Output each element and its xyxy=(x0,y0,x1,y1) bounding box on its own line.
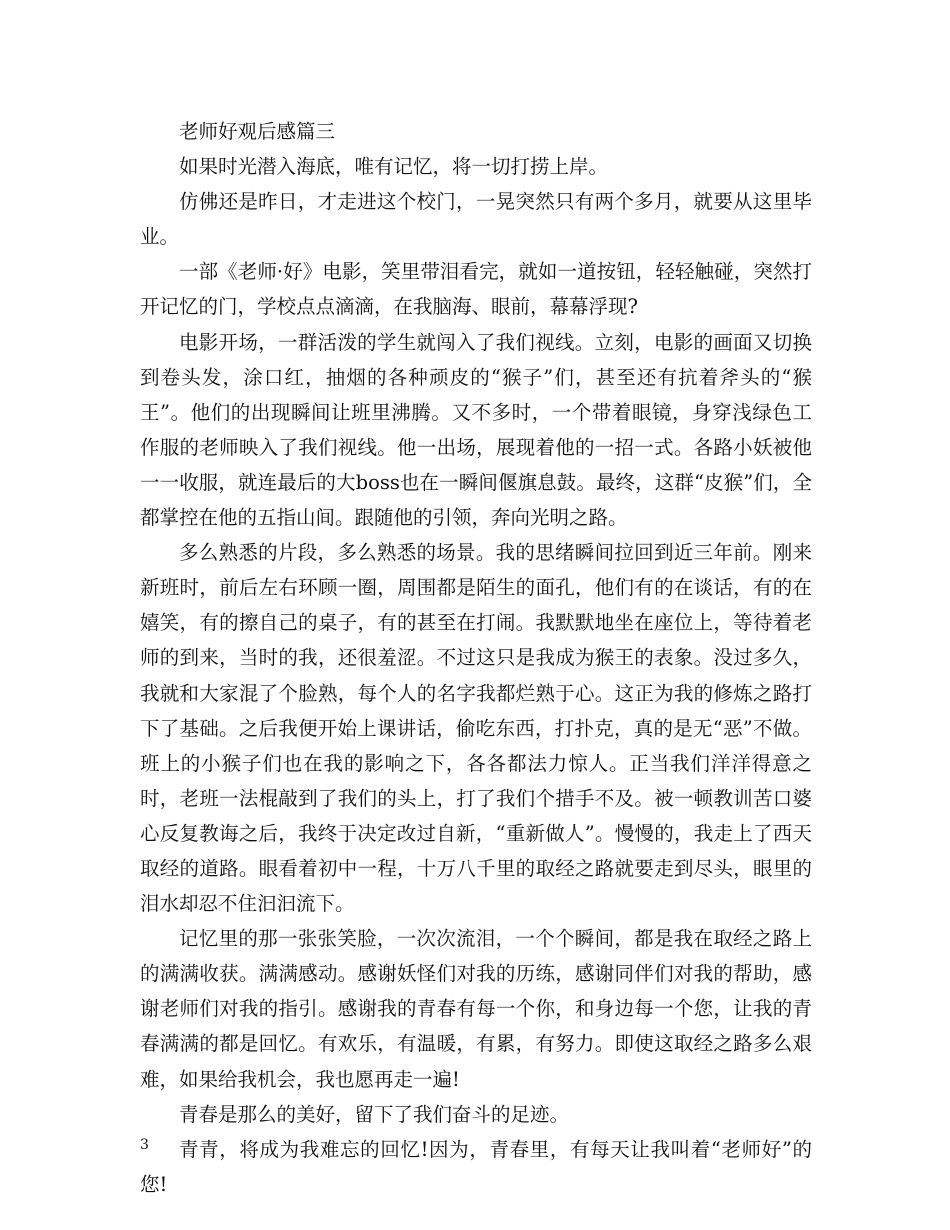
paragraph-2: 仿佛还是昨日，才走进这个校门，一晃突然只有两个多月，就要从这里毕业。 xyxy=(140,190,812,249)
document-body xyxy=(140,114,812,1202)
page-number: 3 xyxy=(140,1137,149,1153)
paragraph-3: 一部《老师·好》电影，笑里带泪看完，就如一道按钮，轻轻触碰，突然打开记忆的门，学校点点滴滴，在我脑海、眼前，幕幕浮现? xyxy=(140,260,812,319)
paragraph-1: 如果时光潜入海底，唯有记忆，将一切打捞上岸。 xyxy=(179,155,609,179)
document-title: 老师好观后感篇三 xyxy=(179,120,336,143)
paragraph-7: 青春是那么的美好，留下了我们奋斗的足迹。 xyxy=(179,1102,570,1126)
paragraph-6: 记忆里的那一张张笑脸，一次次流泪，一个个瞬间，都是我在取经之路上的满满收获。满满感动。感谢妖怪们对我的历练，感谢同伴们对我的帮助，感谢老师们对我的指引。感谢我的青春有每一个你，和身边每一个您，让我的青春满满的都是回忆。有欢乐，有温暖，有累，有努力。即使这取经之路多么艰难，如果给我机会，我也愿再走一遍! xyxy=(140,927,812,1091)
paragraph-4: 电影开场，一群活泼的学生就闯入了我们视线。立刻，电影的画面又切换到卷头发，涂口红，抽烟的各种顽皮的“猴子”们，甚至还有抗着斧头的“猴王”。他们的出现瞬间让班里沸腾。又不多时，一个带着眼镜，身穿浅绿色工作服的老师映入了我们视线。他一出场，展现着他的一招一式。各路小妖被他一一收服，就连最后的大boss也在一瞬间偃旗息鼓。最终，这群“皮猴”们，全都掌控在他的五指山间。跟随他的引领，奔向光明之路。 xyxy=(140,330,812,530)
paragraph-8: 青青，将成为我难忘的回忆!因为，青春里，有每天让我叫着“老师好”的您! xyxy=(140,1137,812,1196)
paragraph-5: 多么熟悉的片段，多么熟悉的场景。我的思绪瞬间拉回到近三年前。刚来新班时，前后左右环顾一圈，周围都是陌生的面孔，他们有的在谈话，有的在嬉笑，有的擦自己的桌子，有的甚至在打闹。我默默地坐在座位上，等待着老师的到来，当时的我，还很羞涩。不过这只是我成为猴王的表象。没过多久，我就和大家混了个脸熟，每个人的名字我都烂熟于心。这正为我的修炼之路打下了基础。之后我便开始上课讲话，偷吃东西，打扑克，真的是无“恶”不做。班上的小猴子们也在我的影响之下，各各都法力惊人。正当我们洋洋得意之时，老班一法棍敲到了我们的头上，打了我们个措手不及。被一顿教训苦口婆心反复教诲之后，我终于决定改过自新，“重新做人”。慢慢的，我走上了西天取经的道路。眼看着初中一程，十万八千里的取经之路就要走到尽头，眼里的泪水却忍不住汩汩流下。 xyxy=(140,541,812,916)
